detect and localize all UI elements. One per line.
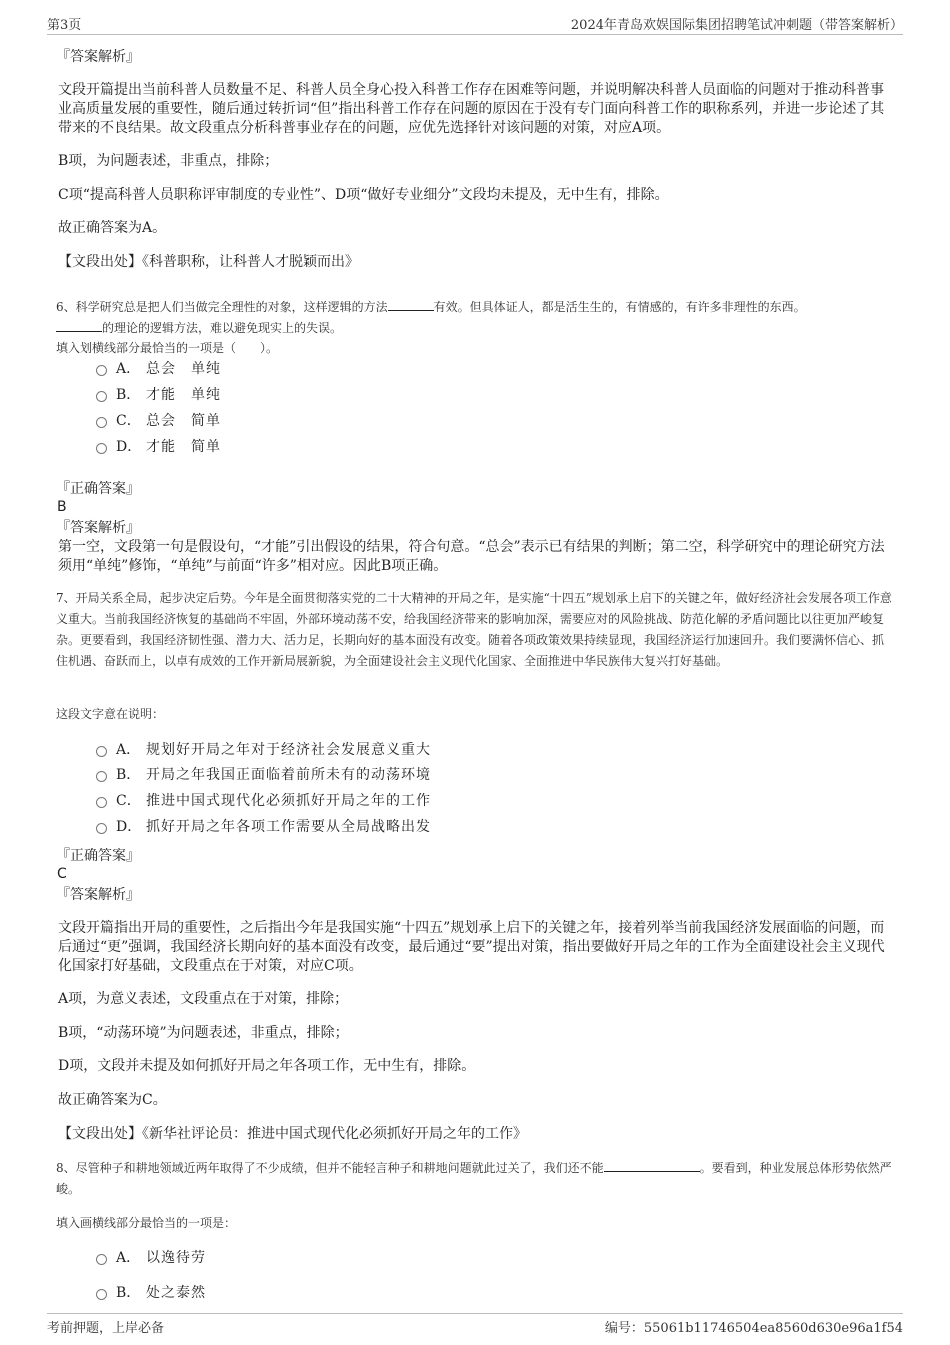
q7-analysis-label: 『答案解析』	[56, 887, 140, 903]
q5-analysis-label: 『答案解析』	[56, 49, 140, 65]
q8-option-b[interactable]	[96, 1283, 206, 1303]
q6-correct-answer: B	[57, 499, 67, 515]
q7-analysis-text: 文段开篇指出开局的重要性，之后指出今年是我国实施“十四五”规划承上启下的关键之年，接着列举当前我国经济发展面临的问题，而后通过“更”强调，我国经济长期向好的基本面没有改变，最后通过“要”提出对策，指出要做好开局之年的工作为全面建设社会主义现代化国家打好基础，文段重点在于对策，对应C项。	[58, 920, 885, 974]
radio-icon[interactable]	[96, 771, 107, 782]
q8-blank	[604, 1171, 700, 1172]
q5-source	[58, 253, 359, 272]
q6-prompt: 填入划横线部分最恰当的一项是（ ）。	[56, 341, 279, 355]
radio-icon[interactable]	[96, 365, 107, 376]
option-letter: B．	[116, 387, 141, 403]
q6-option-b[interactable]	[96, 385, 221, 405]
option-letter: A．	[116, 361, 141, 377]
radio-icon[interactable]	[96, 1289, 107, 1300]
option-text: 规划好开局之年对于经济社会发展意义重大	[146, 742, 431, 758]
q5-answer: 故正确答案为A。	[58, 220, 167, 236]
q6-correct-label: 『正确答案』	[56, 481, 140, 497]
q7-option-b-note: B项，“动荡环境”为问题表述，非重点，排除；	[58, 1025, 349, 1041]
q7-source	[58, 1125, 527, 1144]
q5-source-title: 《科普职称，让科普人才脱颖而出》	[142, 254, 359, 270]
page-footer	[47, 1313, 903, 1336]
option-text: 以逸待劳	[146, 1250, 206, 1266]
document-title: 2024年青岛欢娱国际集团招聘笔试冲刺题（带答案解析）	[570, 18, 903, 33]
option-text: 处之泰然	[146, 1285, 206, 1301]
footer-code: 编号：55061b11746504ea8560d630e96a1f54	[604, 1321, 903, 1336]
q7-answer: 故正确答案为C。	[58, 1092, 167, 1108]
radio-icon[interactable]	[96, 797, 107, 808]
option-text: 才能 单纯	[146, 387, 221, 403]
q7-source-title: 《新华社评论员：推进中国式现代化必须抓好开局之年的工作》	[142, 1126, 527, 1142]
option-letter: D．	[116, 439, 142, 455]
q7-correct-label: 『正确答案』	[56, 848, 140, 864]
option-letter: C．	[116, 793, 141, 809]
option-text: 才能 简单	[146, 439, 221, 455]
radio-icon[interactable]	[96, 443, 107, 454]
q6-stem-part2: 有效。但具体证人，都是活生生的，有情感的，有许多非理性的东西。	[433, 300, 806, 314]
q6-stem-part3: 的理论的逻辑方法，难以避免现实上的失误。	[102, 321, 343, 335]
page-header	[47, 12, 903, 35]
radio-icon[interactable]	[96, 823, 107, 834]
q8-stem-part2: 。要看到，种业发展总体形势依然严峻。	[56, 1161, 892, 1196]
q7-option-a[interactable]	[96, 740, 431, 760]
q7-correct-answer: C	[57, 866, 67, 882]
option-letter: B．	[116, 767, 141, 783]
q6-stem	[56, 297, 896, 339]
radio-icon[interactable]	[96, 417, 107, 428]
option-text: 开局之年我国正面临着前所未有的动荡环境	[146, 767, 431, 783]
q6-option-a[interactable]	[96, 359, 221, 379]
q7-option-a-note: A项，为意义表述，文段重点在于对策，排除；	[58, 991, 349, 1007]
option-letter: B．	[116, 1285, 141, 1301]
q7-option-d-note: D项，文段并未提及如何抓好开局之年各项工作，无中生有，排除。	[58, 1058, 476, 1074]
option-text: 总会 简单	[146, 413, 221, 429]
radio-icon[interactable]	[96, 391, 107, 402]
option-letter: C．	[116, 413, 141, 429]
q5-option-cd-note: C项“提高科普人员职称评审制度的专业性”、D项“做好专业细分”文段均未提及，无中生有，排除。	[58, 187, 669, 203]
option-letter: A．	[116, 1250, 141, 1266]
option-text: 总会 单纯	[146, 361, 221, 377]
q7-option-d[interactable]	[96, 817, 431, 837]
q5-option-b-note: B项，为问题表述，非重点，排除；	[58, 153, 279, 169]
option-letter: A．	[116, 742, 141, 758]
radio-icon[interactable]	[96, 746, 107, 757]
option-text: 抓好开局之年各项工作需要从全局战略出发	[146, 819, 431, 835]
q7-option-c[interactable]	[96, 791, 431, 811]
q5-source-label: 【文段出处】	[58, 254, 142, 270]
q6-option-c[interactable]	[96, 411, 221, 431]
q6-option-d[interactable]	[96, 437, 221, 457]
footer-slogan: 考前押题，上岸必备	[47, 1321, 165, 1336]
page-number: 第3页	[47, 18, 82, 33]
q6-blank-1	[388, 310, 434, 311]
option-letter: D．	[116, 819, 142, 835]
option-text: 推进中国式现代化必须抓好开局之年的工作	[146, 793, 431, 809]
q7-prompt: 这段文字意在说明：	[56, 707, 165, 721]
q8-stem-part1: 8、尽管种子和耕地领域近两年取得了不少成绩，但并不能轻言种子和耕地问题就此过关了，我们还不能	[56, 1161, 604, 1175]
q8-prompt: 填入画横线部分最恰当的一项是：	[56, 1216, 237, 1230]
q7-stem: 7、开局关系全局，起步决定后势。今年是全面贯彻落实党的二十大精神的开局之年，是实施“十四五”规划承上启下的关键之年，做好经济社会发展各项工作意义重大。当前我国经济恢复的基础尚不牢固，外部环境动荡不安，给我国经济带来的影响加深，需要应对的风险挑战、防范化解的矛盾问题比以往更加严峻复杂。更要看到，我国经济韧性强、潜力大、活力足，长期向好的基本面没有改变。随着各项政策效果持续显现，我国经济运行加速回升。我们要满怀信心、抓住机遇、奋跃而上，以卓有成效的工作开新局展新貌，为全面建设社会主义现代化国家、全面推进中华民族伟大复兴打好基础。	[56, 591, 892, 668]
q8-option-a[interactable]	[96, 1248, 206, 1268]
q5-analysis-text: 文段开篇提出当前科普人员数量不足、科普人员全身心投入科普工作存在困难等问题，并说明解决科普人员面临的问题对于推动科普事业高质量发展的重要性，随后通过转折词“但”指出科普工作存在问题的原因在于没有专门面向科普工作的职称系列，并进一步论述了其带来的不良结果。故文段重点分析科普事业存在的问题，应优先选择针对该问题的对策，对应A项。	[58, 82, 885, 136]
q6-blank-2	[56, 331, 102, 332]
q6-analysis-text: 第一空，文段第一句是假设句，“才能”引出假设的结果，符合句意。“总会”表示已有结果的判断；第二空，科学研究中的理论研究方法须用“单纯”修饰，“单纯”与前面“许多”相对应。因此B项正确。	[58, 539, 885, 574]
q7-source-label: 【文段出处】	[58, 1126, 142, 1142]
q6-stem-part1: 6、科学研究总是把人们当做完全理性的对象，这样逻辑的方法	[56, 300, 388, 314]
radio-icon[interactable]	[96, 1254, 107, 1265]
q8-stem	[56, 1158, 894, 1200]
q7-option-b[interactable]	[96, 765, 431, 785]
q6-analysis-label: 『答案解析』	[56, 520, 140, 536]
